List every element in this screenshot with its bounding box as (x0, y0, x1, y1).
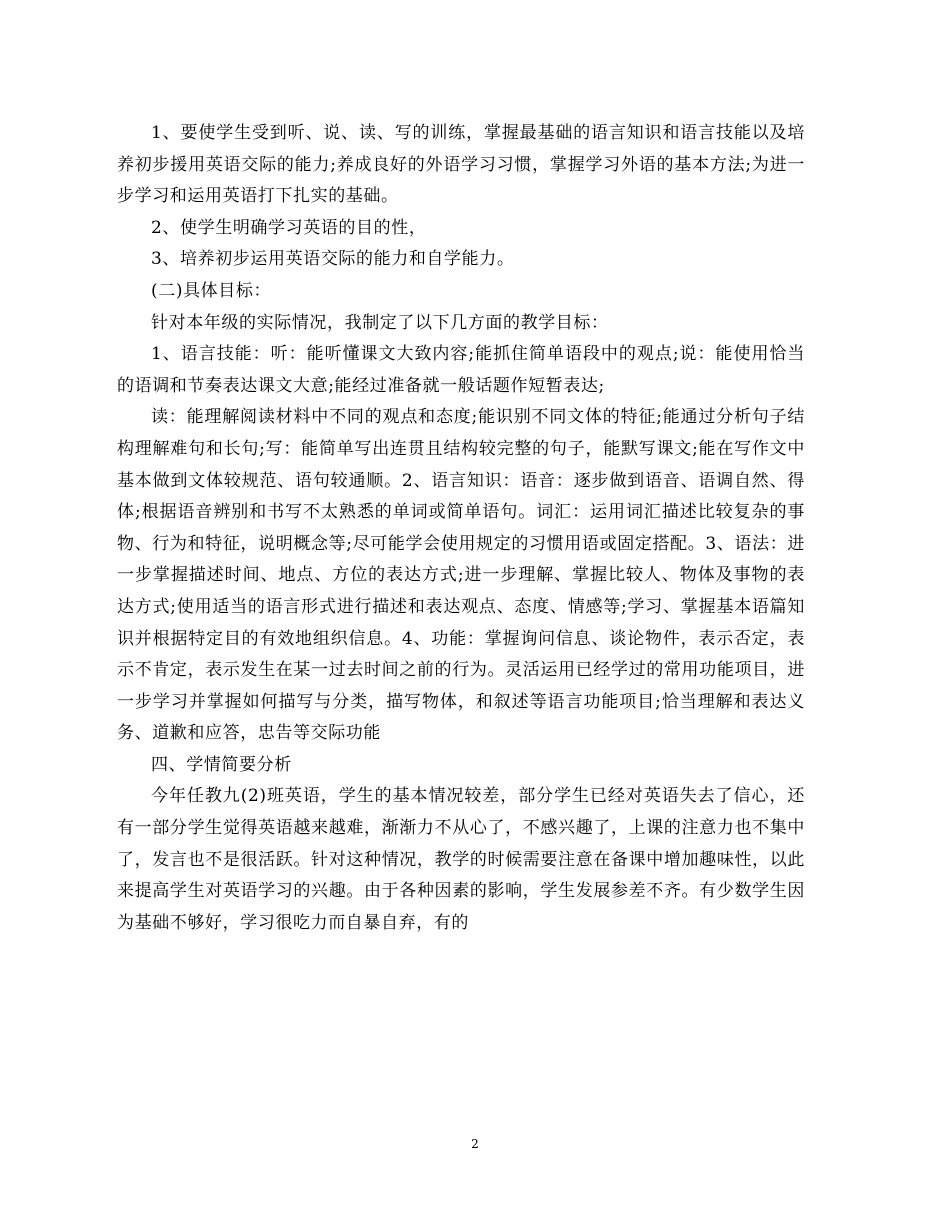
page-number: 2 (471, 1137, 479, 1151)
paragraph-goal-2: 2、使学生明确学习英语的目的性， (151, 217, 427, 238)
paragraph-language-skills: 1、语言技能：听：能听懂课文大致内容;能抓住简单语段中的观点;说：能使用恰当的语调和节奏表达课文大意;能经过准备就一般话题作短暂表达; (117, 344, 805, 396)
document-body (117, 118, 805, 939)
section-heading-specific-goals: (二)具体目标： (151, 280, 272, 301)
paragraph-reading-writing-knowledge: 读：能理解阅读材料中不同的观点和态度;能识别不同文体的特征;能通过分析句子结构理解难句和长句;写：能简单写出连贯且结构较完整的句子，能默写课文;能在写作文中基本做到文体较规范、语句较通顺。2、语言知识：语音：逐步做到语音、语调自然、得体;根据语音辨别和书写不太熟悉的单词或简单语句。词汇：运用词汇描述比较复杂的事物、行为和特征，说明概念等;尽可能学会使用规定的习惯用语或固定搭配。3、语法：进一步掌握描述时间、地点、方位的表达方式;进一步理解、掌握比较人、物体及事物的表达方式;使用适当的语言形式进行描述和表达观点、态度、情感等;学习、掌握基本语篇知识并根据特定目的有效地组织信息。4、功能：掌握询问信息、谈论物件，表示否定，表示不肯定，表示发生在某一过去时间之前的行为。灵活运用已经学过的常用功能项目，进一步学习并掌握如何描写与分类，描写物体，和叙述等语言功能项目;恰当理解和表达义务、道歉和应答，忠告等交际功能 (117, 407, 805, 744)
paragraph-intro-goals: 针对本年级的实际情况，我制定了以下几方面的教学目标： (151, 312, 609, 333)
paragraph-goal-3: 3、培养初步运用英语交际的能力和自学能力。 (151, 249, 515, 270)
paragraph-goal-1: 1、要使学生受到听、说、读、写的训练，掌握最基础的语言知识和语言技能以及培养初步援用英语交际的能力;养成良好的外语学习习惯，掌握学习外语的基本方法;为进一步学习和运用英语打下扎实的基础。 (117, 123, 805, 207)
paragraph-student-analysis: 今年任教九(2)班英语，学生的基本情况较差，部分学生已经对英语失去了信心，还有一部分学生觉得英语越来越难，渐渐力不从心了，不感兴趣了，上课的注意力也不集中了，发言也不是很活跃。针对这种情况，教学的时候需要注意在备课中增加趣味性，以此来提高学生对英语学习的兴趣。由于各种因素的影响，学生发展参差不齐。有少数学生因为基础不够好，学习很吃力而自暴自弃，有的 (117, 786, 805, 933)
section-heading-student-analysis: 四、学情简要分析 (151, 754, 292, 775)
